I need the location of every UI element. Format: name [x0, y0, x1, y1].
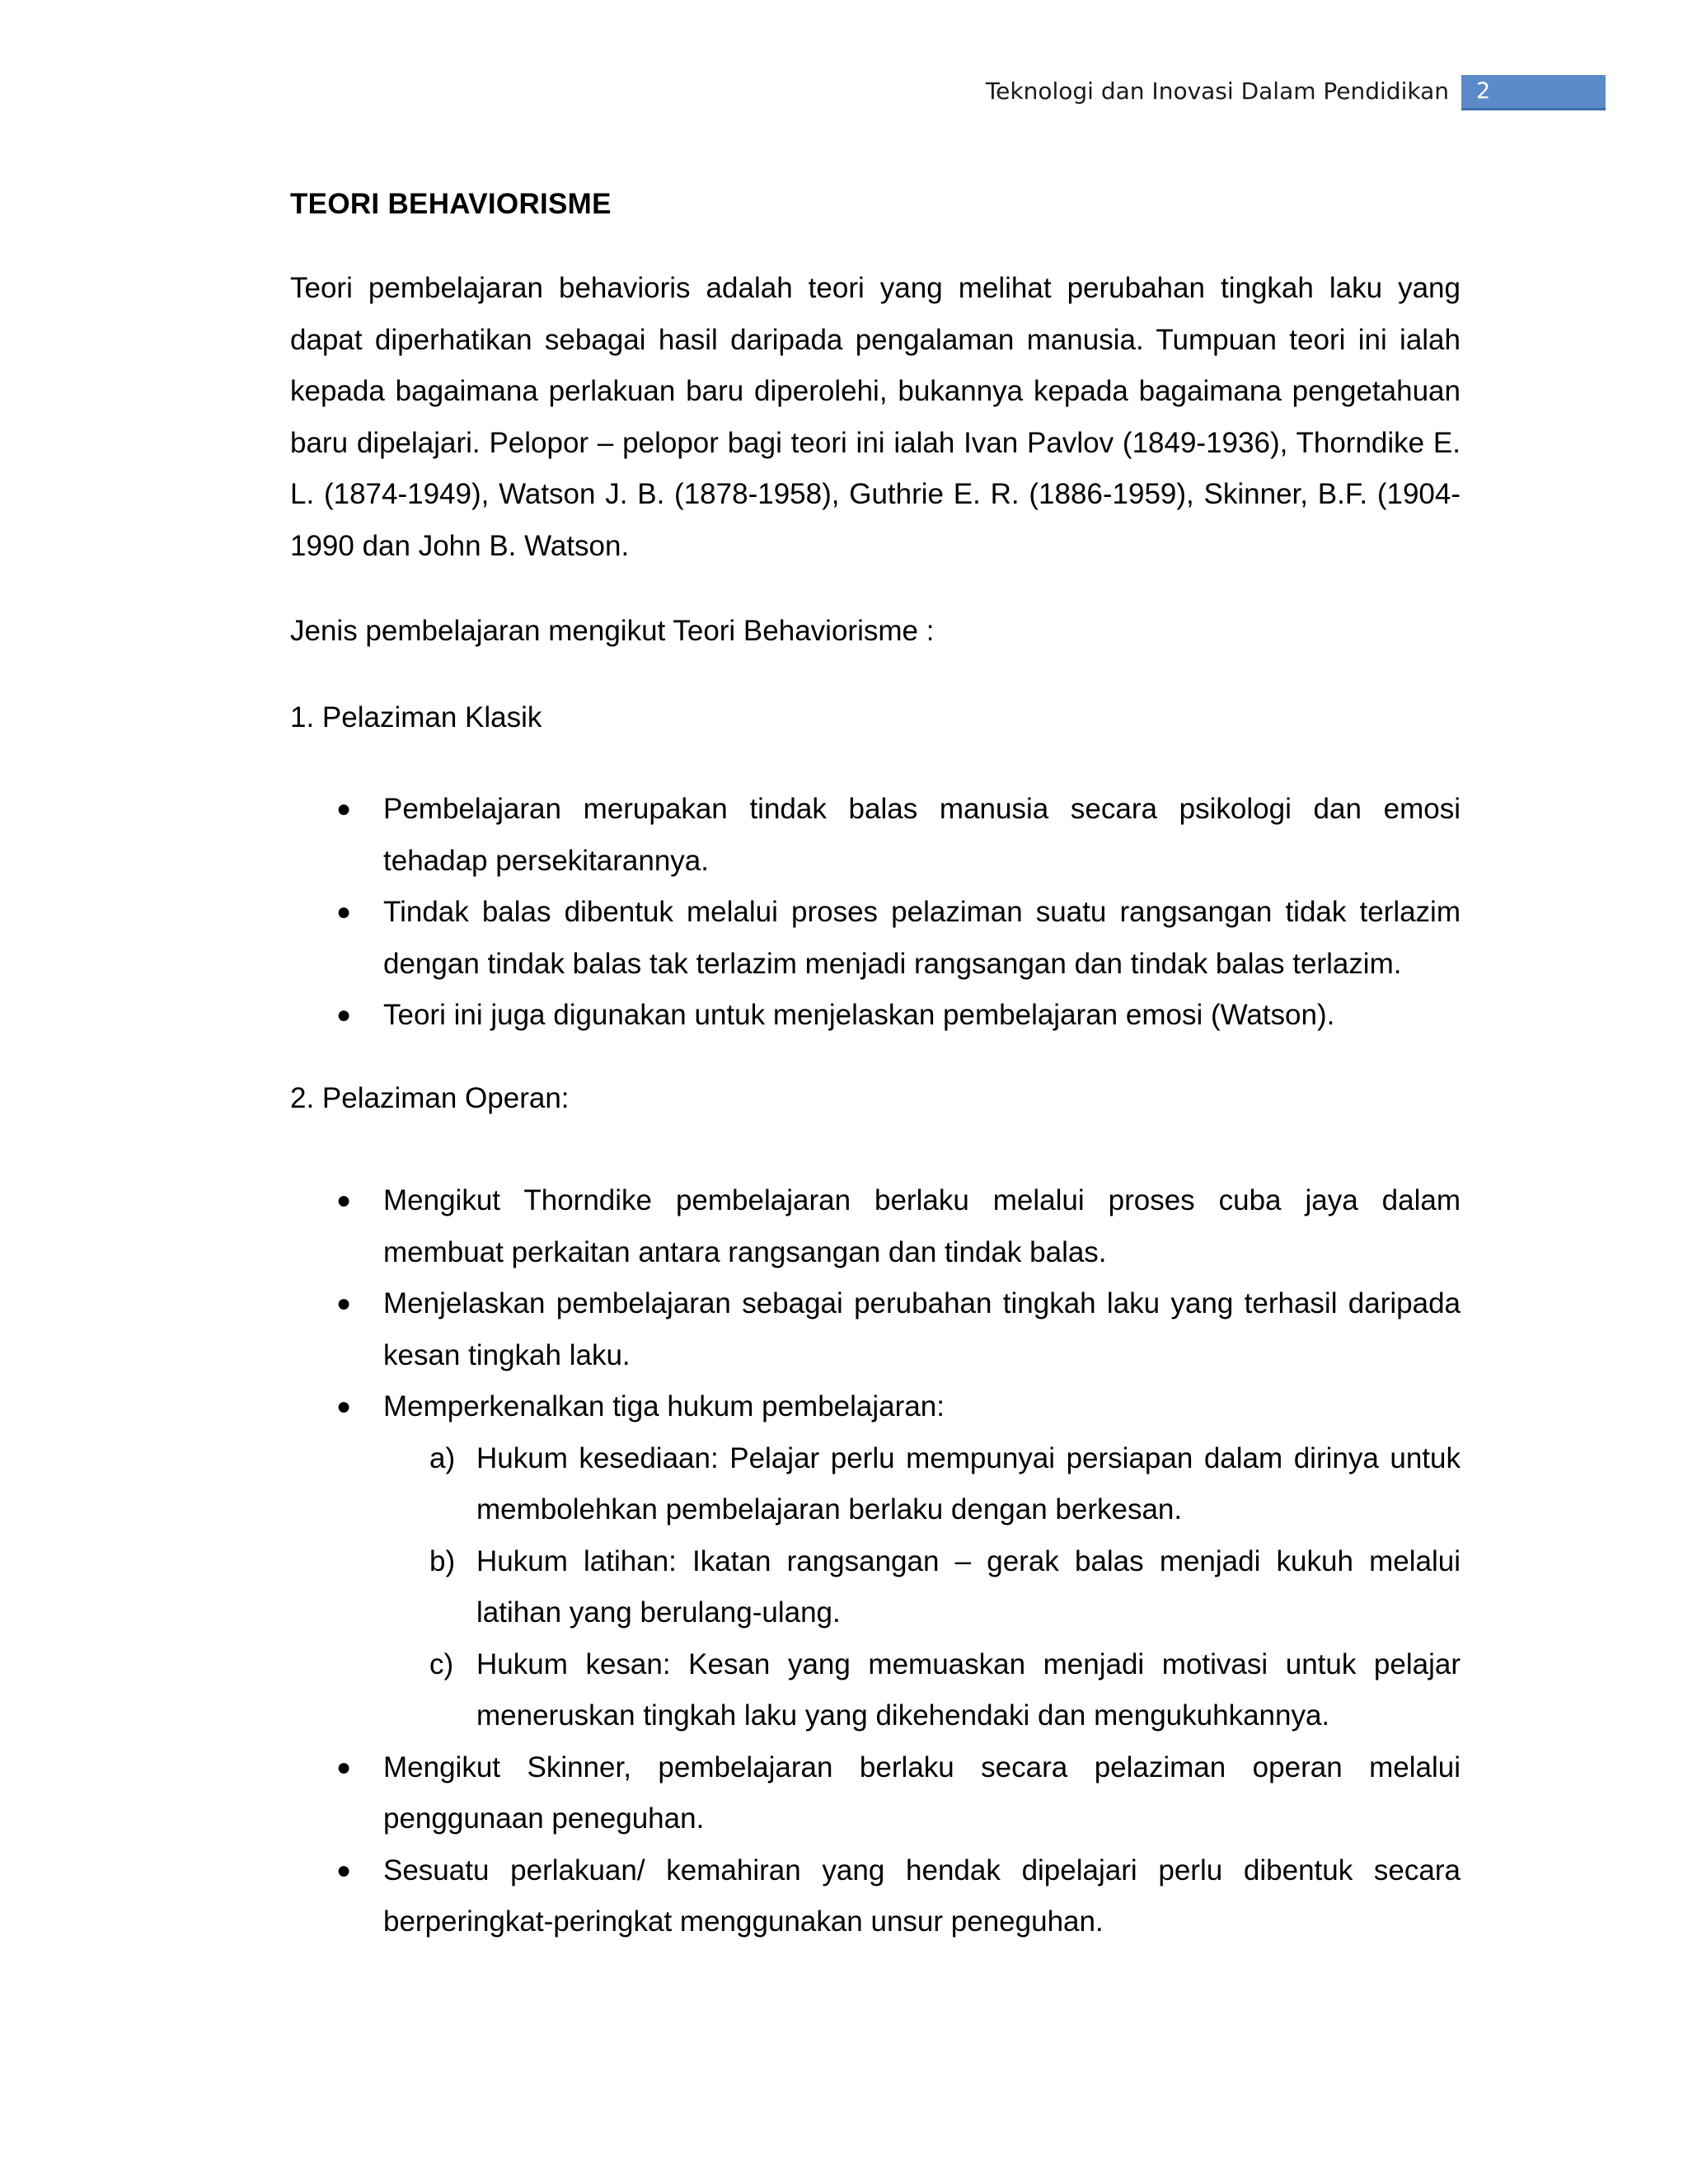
bullet-icon: ● [336, 1187, 352, 1214]
section2-bullet-list [290, 1175, 1461, 1948]
laws-list [383, 1433, 1461, 1742]
bullet-icon: ● [336, 795, 352, 823]
bullet-icon: ● [336, 1753, 352, 1781]
law-item [429, 1536, 1461, 1639]
bullet-icon: ● [336, 1001, 352, 1029]
law-letter: a) [429, 1441, 456, 1474]
section2-title: 2. Pelaziman Operan: [290, 1082, 570, 1114]
list-item-text: Sesuatu perlakuan/ kemahiran yang hendak dipelajari perlu dibentuk secara berperingkat-peringkat menggunakan unsur peneguhan. [383, 1854, 1461, 1938]
section1-bullet-list [290, 784, 1461, 1042]
list-item-text: Mengikut Skinner, pembelajaran berlaku secara pelaziman operan melalui penggunaan peneguhan. [383, 1750, 1461, 1835]
list-item-text: Teori ini juga digunakan untuk menjelaskan pembelajaran emosi (Watson). [383, 999, 1335, 1031]
list-item [290, 1175, 1461, 1278]
list-item-text: Memperkenalkan tiga hukum pembelajaran: [383, 1390, 945, 1422]
page-number: 2 [1476, 78, 1491, 104]
list-item-text: Tindak balas dibentuk melalui proses pelaziman suatu rangsangan tidak terlazim dengan tindak balas tak terlazim menjadi rangsangan dan tindak balas terlazim. [383, 896, 1461, 980]
list-item [290, 1381, 1461, 1742]
bullet-icon: ● [336, 1290, 352, 1317]
page-header [0, 73, 1688, 110]
list-item [290, 1742, 1461, 1845]
list-item-text: Pembelajaran merupakan tindak balas manusia secara psikologi dan emosi tehadap persekitarannya. [383, 793, 1461, 877]
types-intro: Jenis pembelajaran mengikut Teori Behaviorisme : [290, 615, 935, 647]
list-item-text: Menjelaskan pembelajaran sebagai perubahan tingkah laku yang terhasil daripada kesan tingkah laku. [383, 1287, 1461, 1371]
section1-title: 1. Pelaziman Klasik [290, 701, 542, 733]
section-heading: TEORI BEHAVIORISME [290, 188, 612, 220]
law-letter: c) [429, 1647, 454, 1680]
law-text: Hukum latihan: Ikatan rangsangan – gerak balas menjadi kukuh melalui latihan yang berulang-ulang. [476, 1544, 1461, 1629]
list-item [290, 1845, 1461, 1948]
bullet-icon: ● [336, 898, 352, 926]
intro-paragraph: Teori pembelajaran behavioris adalah teori yang melihat perubahan tingkah laku yang dapat diperhatikan sebagai hasil daripada pengalaman manusia. Tumpuan teori ini ialah kepada bagaimana perlakuan baru diperolehi, bukannya kepada bagaimana pengetahuan baru dipelajari. Pelopor – pelopor bagi teori ini ialah Ivan Pavlov (1849-1936), Thorndike E. L. (1874-1949), Watson J. B. (1878-1958), Guthrie E. R. (1886-1959), Skinner, B.F. (1904-1990 dan John B. Watson. [290, 272, 1461, 562]
list-item [290, 1278, 1461, 1381]
header-title: Teknologi dan Inovasi Dalam Pendidikan [985, 77, 1449, 105]
law-text: Hukum kesan: Kesan yang memuaskan menjadi motivasi untuk pelajar meneruskan tingkah laku yang dikehendaki dan mengukuhkannya. [476, 1647, 1461, 1732]
bullet-icon: ● [336, 1856, 352, 1884]
law-letter: b) [429, 1544, 456, 1577]
law-text: Hukum kesediaan: Pelajar perlu mempunyai persiapan dalam dirinya untuk membolehkan pembelajaran berlaku dengan berkesan. [476, 1441, 1461, 1526]
law-item [429, 1433, 1461, 1536]
list-item-text: Mengikut Thorndike pembelajaran berlaku melalui proses cuba jaya dalam membuat perkaitan antara rangsangan dan tindak balas. [383, 1184, 1461, 1268]
list-item [290, 784, 1461, 887]
list-item [290, 990, 1461, 1042]
list-item [290, 887, 1461, 990]
page-number-badge [1461, 75, 1606, 110]
law-item [429, 1639, 1461, 1742]
bullet-icon: ● [336, 1393, 352, 1420]
